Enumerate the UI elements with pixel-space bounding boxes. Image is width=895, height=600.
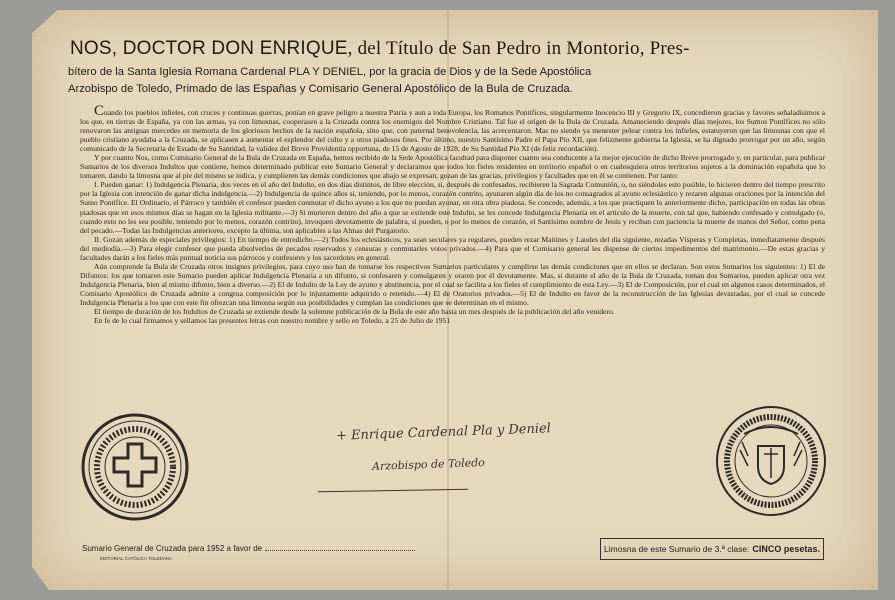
limosna-amount: CINCO pesetas. [752, 544, 820, 554]
paragraph-3: I. Pueden ganar: 1) Indulgencia Plenaria, dos veces en el año del Indulto, en dos días distintos, de libre elección, si, después de confesados, recibieren la Sagrada Comunión, o, no siéndoles esto posible, lo hicieren dentro del tiempo prescrito por la Iglesia con intención de ganar dicha indulgencia.—2) Indulgencia de quince años si, teniendo, por lo menos, corazón contrito, ayunaren algún día de los no consagrados al ayuno eclesiástico y rezaren algunas oraciones por la intención del Sumo Pontífice. El Ordinario, el Párroco y también el confesor pueden conmutar el dicho ayuno a los que no puedan ayunar, en otra obra piadosa. Se concede, además, a los que practiquen lo anteriormente dicho, participación en todas las obras piadosas que en esos mismos días se hagan en la Iglesia militante.—3) Si murieren dentro del año a que se extiende este Indulto, se les concede Indulgencia Plenaria en el artículo de la muerte, con tal que, habiendo confesado y comulgado (o, cuando esto no les sea posible, teniendo por lo menos, corazón contrito), invoquen devotamente de palabra, si pueden, o por lo menos de corazón, el Santísimo nombre de Jesús y reciban con paciencia la muerte de manos del Señor, como pena del pecado.—Todas las Indulgencias anteriores, excepto la última, son aplicables a las Almas del Purgatorio. [80, 180, 825, 235]
paragraph-1-text: uando los pueblos infieles, con cruces y continuas guerras, ponían en grave peligro a nuestra Patria y aun a toda Europa, los Romanos Pontífices, singularmente Inocencio III y Gregorio IX, concedieron gracias y favores señaladísimos a los que, en tierras de España, ya con las armas, ya con limosnas, cooperasen a la Cruzada contra los enemigos del Nombre Cristiano. Tal fue el origen de la Bula de Cruzada. Amaneciendo después días mejores, los Sumos Pontífices no sólo renovaron las antiguas mercedes en memoria de los gloriosos hechos de la nación española, sino que, con paternal benevolencia, las acrecentaron. Mas no siendo ya menester pelear contra los infieles, estatuyeron que las limosnas con que el pueblo cristiano ayudaba a la Cruzada, se aplicasen a aumentar el esplendor del culto y a otros piadosos fines. Por último, nuestro Santísimo Padre el Papa Pío XII, que felizmente gobierna la Iglesia, se ha dignado prorrogar por un año, según comunicado de la Secretaría de Estado de Su Santidad, la validez del Breve Providentia opportuna, de 15 de Agosto de 1928, de Su Santidad Pío XI (de feliz recordación). [80, 108, 825, 154]
name-blank-field[interactable] [265, 550, 415, 551]
limosna-label: Limosna de este Sumario de 3.ª clase: [604, 544, 750, 554]
title-line-3: Arzobispo de Toledo, Primado de las Españas y Comisario General Apostólico de la Bula de Cruzada. [68, 83, 573, 95]
paragraph-1 [80, 103, 825, 154]
signature-title: Arzobispo de Toledo [371, 456, 486, 473]
sumario-line [82, 544, 415, 553]
paragraph-6: El tiempo de duración de los Indultos de Cruzada se extiende desde la solemne publicación de la Bula de este año hasta un mes después de la publicación del año venidero. [94, 307, 615, 317]
title-line-2: bítero de la Santa Iglesia Romana Cardenal PLA Y DENIEL, por la gracia de Dios y de la Sede Apostólica [68, 66, 592, 78]
document-title [70, 38, 830, 60]
paragraph-7: En fe de lo cual firmamos y sellamos las presentes letras con nuestro nombre y sello en Toledo, a 25 de Julio de 1951 [94, 316, 451, 326]
paragraph-5: Aún comprende la Bula de Cruzada otros insignes privilegios, para cuyo uso han de tomarse los respectivos Sumarios particulares y cumplirse las demás condiciones que en ellos se declaran. Son estos Sumarios los siguientes: 1) El de Difuntos: los que tomaren este Sumario pueden aplicar Indulgencia Plenaria a un difunto, si confesaren y comulgaren y oraren por él devotamente. Mas, si durante el año de la Bula de Cruzada, toman dos Sumarios, pueden aplicar otra vez Indulgencia Plenaria, bien al mismo difunto, bien a diverso.—2) El de Indulto de la Ley de ayuno y abstinencia, por el cual se facilita a los fieles el cumplimiento de esta Ley.—3) El de Composición, por el cual en algunos casos determinados, el Comisario Apostólico de Cruzada admite a congrua composición por lo injustamente adquirido o retenido.—4) El de Oratorios privados.—5) El de Indulto en favor de la reconstrucción de las Iglesias devastadas, por el cual se concede Indulgencia Plenaria a los que con este fin ofrezcan una limosna según sus posibilidades y cumplan las condiciones que se determinan en el mismo. [80, 261, 825, 307]
limosna-box [600, 538, 824, 560]
publisher-imprint: EDITORIAL CATÓLICA TOLEDANA [100, 556, 173, 561]
title-lead: NOS, DOCTOR DON ENRIQUE [70, 38, 348, 59]
sumario-label: Sumario General de Cruzada para 1952 a favor de [82, 544, 263, 553]
paragraph-2: Y por cuanto Nos, como Comisario General de la Bula de Cruzada en España, hemos recibido de la Sede Apostólica facultad para disponer cuanto sea conducente a la mejor ejecución de dicho Breve prorrogado y, en particular, para publicar Sumarios de los diversos Indultos que contiene, hemos determinado publicar este Sumario General y declaramos que todos los fieles residentes en territorio español o en cualesquiera otros territorios sujetos a la dominación española que lo tomaren, dando la limosna que al pie del mismo se indica, y cumplieren las demás condiciones que abajo se expresan, gozan de las gracias, privilegios y facultades que en él se contienen. Por tanto: [80, 153, 825, 181]
right-seal-stamp [714, 404, 829, 519]
drop-cap: C [94, 103, 105, 119]
left-seal-stamp [80, 412, 190, 522]
paragraph-4: II. Gozan además de especiales privilegios: 1) En tiempo de entredicho.—2) Todos los eclesiásticos, ya sean seculares ya regulares, pueden rezar Maitines y Laudes del día siguiente, rezadas Vísperas y Completas, inmediatamente después del mediodía.—3) Para elegir confesor que pueda absolverlos de pecados reservados y censuras y conmutarles votos privados.—4) Para que el Comisario general les dispense de ciertos impedimentos del matrimonio.—De estas gracias y facultades darán a los fieles más puntual noticia sus párrocos y confesores y los sacerdotes en general. [80, 234, 825, 262]
document-body [80, 103, 825, 326]
signature-name: + Enrique Cardenal Pla y Deniel [335, 421, 552, 444]
title-rest: , del Título de San Pedro in Montorio, Pres- [347, 38, 690, 59]
